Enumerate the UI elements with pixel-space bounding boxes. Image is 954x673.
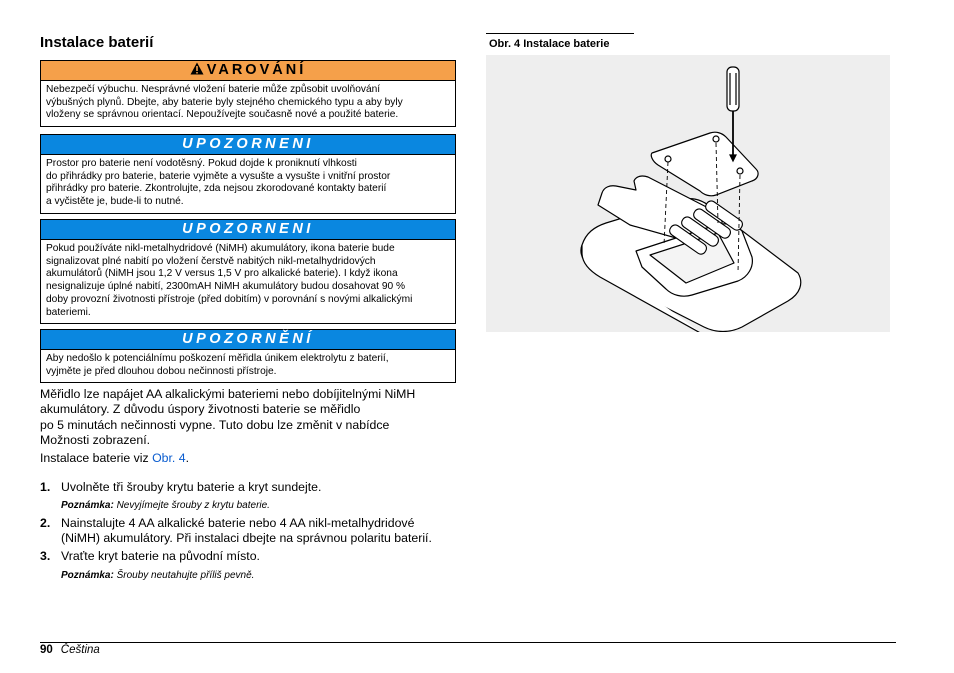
warning-heading: [41, 61, 455, 81]
step-text: Vraťte kryt baterie na původní místo.: [61, 549, 260, 563]
step-number: 1.: [40, 480, 51, 494]
step-number: 3.: [40, 549, 51, 563]
body-paragraph-text: Měřidlo lze napájet AA alkalickými bateriemi nebo dobíjitelnými NiMH akumulátory. Z důvodu úspory životnosti baterie se měřidlo po 5 minutách nečinnosti vypne. Tuto dobu lze změnit v nabídce Možnosti zobrazení.: [40, 387, 416, 447]
page-number: 90: [40, 644, 53, 656]
page-footer: [40, 644, 100, 656]
caution-box: [40, 134, 456, 214]
warning-heading-label: VAROVÁNÍ: [206, 62, 307, 78]
cover-screw-hole: [713, 136, 719, 142]
warning-triangle-icon: [190, 62, 204, 75]
figure-caption-rule: [486, 33, 634, 34]
body-paragraph: [40, 387, 455, 448]
caution-box: [40, 329, 456, 383]
install-reference-suffix: .: [185, 451, 190, 465]
note-text: Šrouby neutahujte příliš pevně.: [113, 570, 255, 581]
warning-box: [40, 60, 456, 127]
step-note: [61, 500, 270, 511]
figure-link[interactable]: Obr. 4: [152, 451, 186, 465]
cover-screw-hole: [665, 156, 671, 162]
battery-installation-figure: [486, 55, 890, 332]
step-note: [61, 570, 254, 581]
note-label: Poznámka:: [61, 570, 114, 581]
caution-heading: UPOZORNENI: [41, 135, 455, 155]
step-text: Nainstalujte 4 AA alkalické baterie nebo 4 AA nikl-metalhydridové (NiMH) akumulátory. Při instalaci dbejte na správnou polaritu baterií.: [61, 516, 432, 546]
warning-text: Nebezpečí výbuchu. Nesprávné vložení baterie může způsobit uvolňování výbušných plynů. Dbejte, aby baterie byly stejného chemického typu a aby byly vloženy se správnou orientací. Nepoužívejte současně nové a použité baterie.: [46, 84, 403, 121]
footer-rule: [40, 642, 896, 643]
figure-caption: Obr. 4 Instalace baterie: [489, 38, 610, 50]
install-reference-text: Instalace baterie viz: [40, 451, 153, 465]
note-label: Poznámka:: [61, 500, 114, 511]
install-reference: [40, 451, 455, 466]
cover-screw-hole: [737, 168, 743, 174]
caution-heading: UPOZORNENI: [41, 220, 455, 240]
step-number: 2.: [40, 516, 51, 530]
step-text: Uvolněte tři šrouby krytu baterie a kryt sundejte.: [61, 480, 322, 494]
note-text: Nevyjímejte šrouby z krytu baterie.: [113, 500, 270, 511]
caution-text: Prostor pro baterie není vodotěsný. Pokud dojde k proniknutí vlhkosti do přihrádky pro baterie, baterie vyjměte a vysušte a vysušte i vnitřní prostor přihrádky pro baterie. Zkontrolujte, zda nejsou zkorodované kontakty baterií a vyčistěte je, bude-li to nutné.: [46, 158, 391, 208]
section-title: Instalace baterií: [40, 34, 154, 51]
footer-language: Čeština: [60, 644, 100, 656]
caution-heading: UPOZORNĚNÍ: [41, 330, 455, 350]
caution-box: [40, 219, 456, 324]
caution-text: Pokud používáte nikl-metalhydridové (NiMH) akumulátory, ikona baterie bude signalizovat plné nabití po vložení čerstvě nabitých nikl-metalhydridových akumulátorů (NiMH jsou 1,2 V versus 1,5 V pro alkalické baterie). I když ikona nesignalizuje úplné nabití, 2300mAH NiMH akumulátory budou dosahovat 90 % doby provozní životnosti přístroje (před dobitím) v porovnání s novými alkalickými bateriemi.: [46, 243, 413, 318]
battery-installation-illustration: [486, 55, 890, 332]
caution-text: Aby nedošlo k potenciálnímu poškození měřidla únikem elektrolytu z baterií, vyjměte je před dlouhou dobou nečinnosti přístroje.: [46, 353, 389, 377]
